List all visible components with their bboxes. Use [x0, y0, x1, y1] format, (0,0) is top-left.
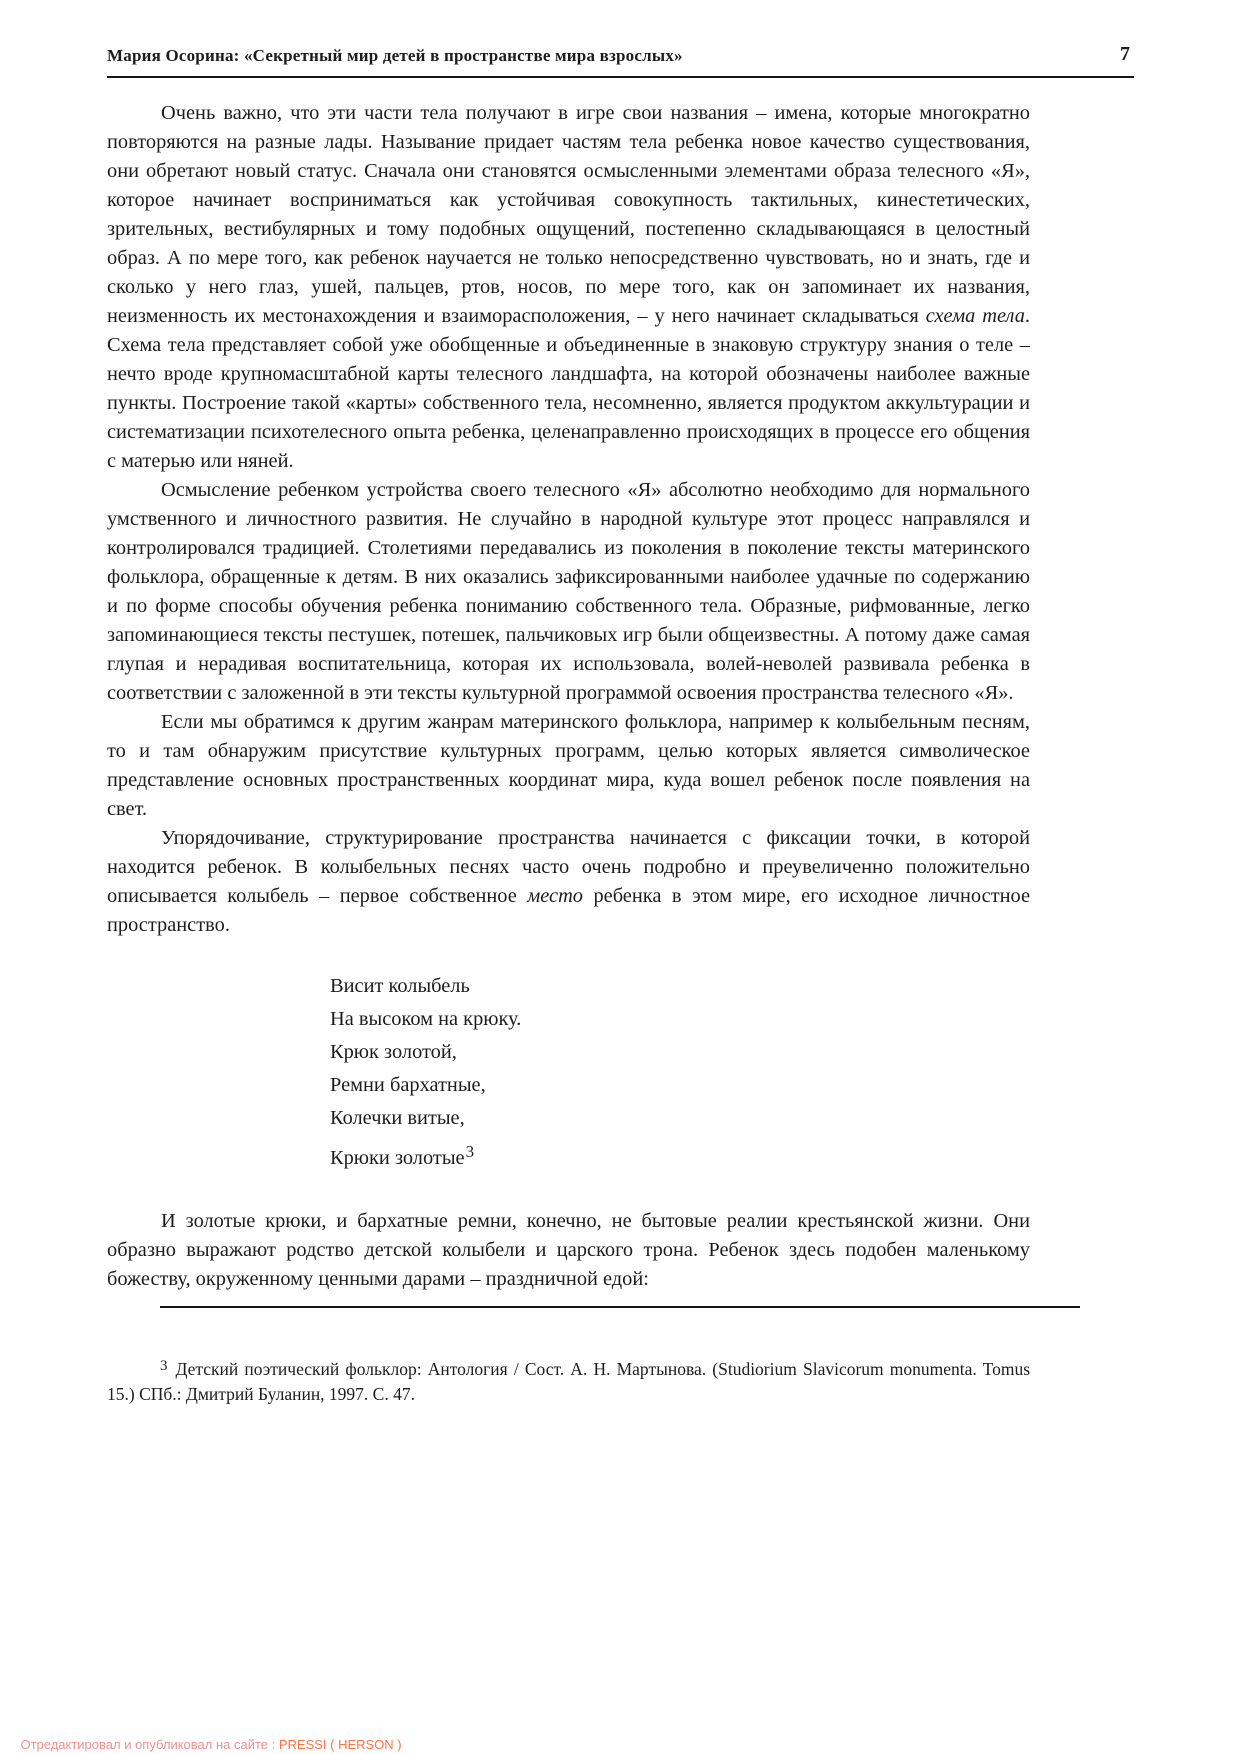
footnote-reference: 3 [465, 1142, 475, 1161]
footnote [107, 1354, 1030, 1407]
poem-line-text: На высоком на крюку. [330, 1008, 522, 1030]
paragraph [107, 99, 1030, 476]
footnote-separator [160, 1306, 1080, 1308]
footnote-marker: 3 [160, 1358, 168, 1374]
watermark [6, 1722, 402, 1754]
poem-line-text: Крюки золотые [330, 1147, 465, 1169]
poem-line-text: Ремни бархатные, [330, 1074, 486, 1096]
poem-line-text: Висит колыбель [330, 975, 470, 997]
paragraph-text: И золотые крюки, и бархатные ремни, конечно, не бытовые реалии крестьянской жизни. Они образно выражают родство детской колыбели и царского трона. Ребенок здесь подобен маленькому божеству, окруженному ценными дарами – праздничной едой: [107, 1210, 1030, 1290]
page-number: 7 [1120, 43, 1130, 65]
poem-line [330, 1135, 1030, 1175]
body-text [107, 99, 1030, 1407]
paragraph-text: Упорядочивание, структурирование пространства начинается с фиксации точки, в которой находится ребенок. В колыбельных песнях часто очень подробно и преувеличенно положительно описывается колыбель – первое собственное [107, 827, 1030, 907]
poem-line [330, 1102, 1030, 1135]
running-header-title: Мария Осорина: «Секретный мир детей в пространстве мира взрослых» [107, 46, 683, 65]
watermark-text: Отредактировал и опубликовал на сайте : [20, 1737, 279, 1752]
poem-line-text: Колечки витые, [330, 1107, 465, 1129]
poem-line [330, 1069, 1030, 1102]
paragraph-text: Осмысление ребенком устройства своего телесного «Я» абсолютно необходимо для нормального умственного и личностного развития. Не случайно в народной культуре этот процесс направлялся и контролировался традицией. Столетиями передавались из поколения в поколение тексты материнского фольклора, обращенные к детям. В них оказались зафиксированными наиболее удачные по содержанию и по форме способы обучения ребенка пониманию собственного тела. Образные, рифмованные, легко запоминающиеся тексты пестушек, потешек, пальчиковых игр были общеизвестны. А потому даже самая глупая и нерадивая воспитательница, которая их использовала, волей-неволей развивала ребенка в соответствии с заложенной в эти тексты культурной программой освоения пространства телесного «Я». [107, 479, 1030, 704]
poem-line [330, 1036, 1030, 1069]
paragraph-text: ребенка в этом мире, его исходное личностное пространство. [107, 885, 1031, 936]
emphasized-text: схема тела [925, 305, 1025, 327]
paragraph [107, 476, 1030, 708]
poem-line-text: Крюк золотой, [330, 1041, 457, 1063]
paragraph [107, 1207, 1030, 1294]
paragraph [107, 824, 1030, 940]
paragraph-text: Если мы обратимся к другим жанрам материнского фольклора, например к колыбельным песням, то и там обнаружим присутствие культурных программ, целью которых является символическое представление основных пространственных координат мира, куда вошел ребенок после появления на свет. [107, 711, 1030, 820]
paragraph [107, 708, 1030, 824]
poem-line [330, 970, 1030, 1003]
emphasized-text: место [527, 885, 583, 907]
poem-line [330, 1003, 1030, 1036]
paragraph-text: Очень важно, что эти части тела получают в игре свои названия – имена, которые многократно повторяются на разные лады. Называние придает частям тела ребенка новое качество существования, они обретают новый статус. Сначала они становятся осмысленными элементами образа телесного «Я», которое начинает восприниматься как устойчивая совокупность тактильных, кинестетических, зрительных, вестибулярных и тому подобных ощущений, постепенно складывающаяся в целостный образ. А по мере того, как ребенок научается не только непосредственно чувствовать, но и знать, где и сколько у него глаз, ушей, пальцев, ртов, носов, по мере того, как он запоминает их названия, неизменность их местонахождения и взаиморасположения, – у него начинает складываться [107, 102, 1030, 327]
poem-quote [330, 970, 1030, 1175]
paragraph-text: . Схема тела представляет собой уже обобщенные и объединенные в знаковую структуру знания о теле – нечто вроде крупномасштабной карты телесного ландшафта, на которой обозначены наиболее важные пункты. Построение такой «карты» собственного тела, несомненно, является продуктом аккультурации и систематизации психотелесного опыта ребенка, целенаправленно происходящих в процессе его общения с матерью или няней. [107, 305, 1030, 472]
watermark-site-label: PRESSI ( HERSON ) [278, 1737, 402, 1752]
footnote-text: Детский поэтический фольклор: Антология / Сост. А. Н. Мартынова. (Studiorium Slavicorum monumenta. Tomus 15.) СПб.: Дмитрий Буланин, 1997. С. 47. [107, 1359, 1030, 1404]
page-header [107, 43, 1134, 78]
